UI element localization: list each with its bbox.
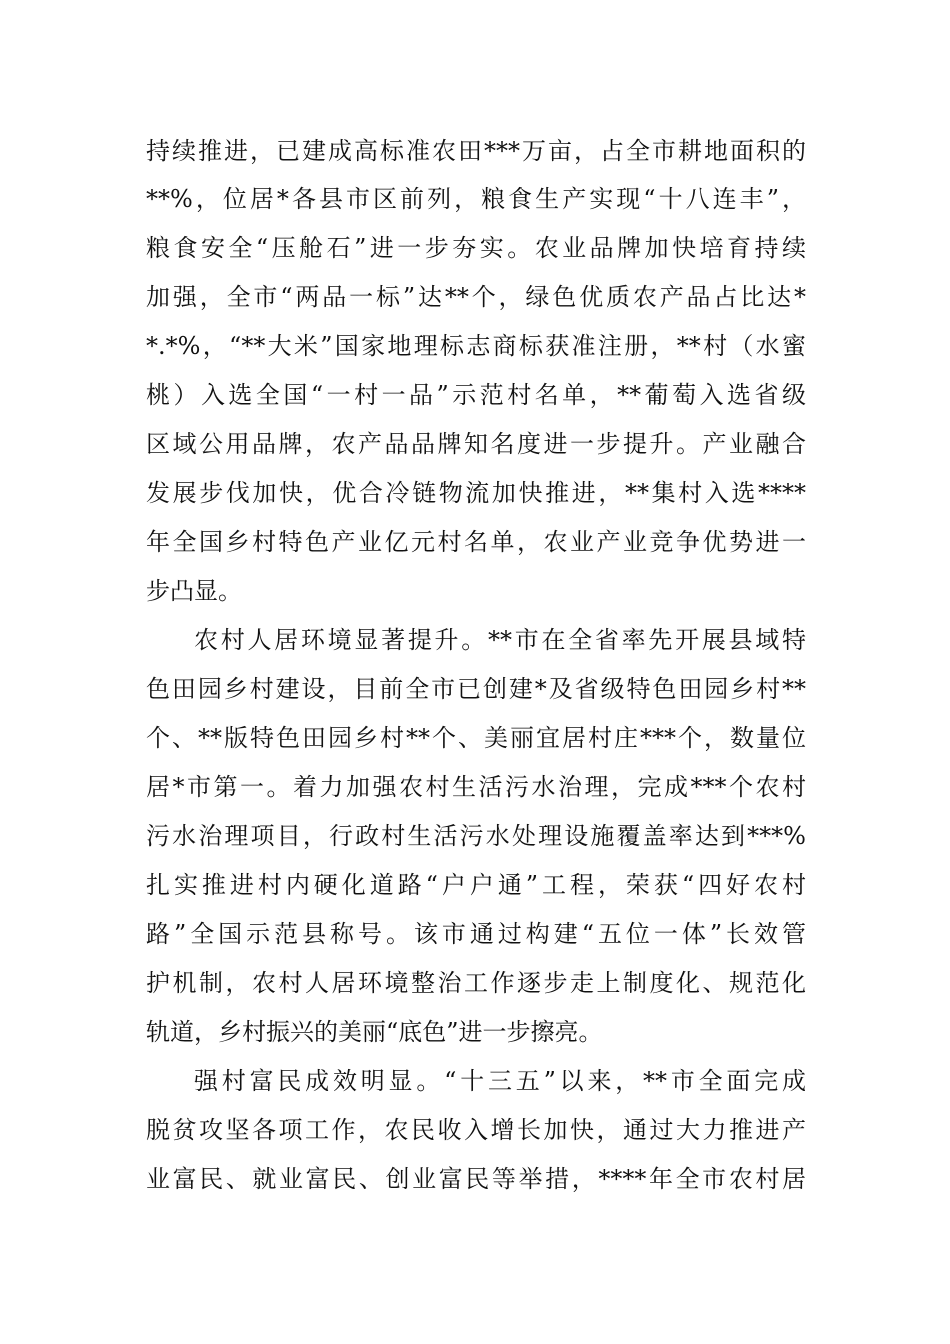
text-line: 色田园乡村建设，目前全市已创建*及省级特色田园乡村**: [146, 675, 806, 703]
text-line: 居*市第一。着力加强农村生活污水治理，完成***个农村: [146, 773, 806, 801]
text-line: 个、**版特色田园乡村**个、美丽宜居村庄***个，数量位: [146, 724, 806, 752]
text-line: 桃）入选全国“一村一品”示范村名单，**葡萄入选省级: [146, 381, 806, 409]
paragraph-start-line: 强村富民成效明显。“十三五”以来，**市全面完成: [194, 1067, 806, 1095]
text-line: 粮食安全“压舱石”进一步夯实。农业品牌加快培育持续: [146, 234, 806, 262]
text-line: 扎实推进村内硬化道路“户户通”工程，荣获“四好农村: [146, 871, 806, 899]
text-line: 路”全国示范县称号。该市通过构建“五位一体”长效管: [146, 920, 806, 948]
text-line: 发展步伐加快，优合冷链物流加快推进，**集村入选****: [146, 479, 806, 507]
text-line: 区域公用品牌，农产品品牌知名度进一步提升。产业融合: [146, 430, 806, 458]
text-line: 污水治理项目，行政村生活污水处理设施覆盖率达到***%: [146, 822, 806, 850]
paragraph-start-line: 农村人居环境显著提升。**市在全省率先开展县域特: [194, 626, 806, 654]
text-line: 脱贫攻坚各项工作，农民收入增长加快，通过大力推进产: [146, 1116, 806, 1144]
text-line: 年全国乡村特色产业亿元村名单，农业产业竞争优势进一: [146, 528, 806, 556]
text-line: 业富民、就业富民、创业富民等举措，****年全市农村居: [146, 1165, 806, 1193]
text-line: 加强，全市“两品一标”达**个，绿色优质农产品占比达*: [146, 283, 806, 311]
text-line: 持续推进，已建成高标准农田***万亩，占全市耕地面积的: [146, 137, 806, 165]
text-line: 护机制，农村人居环境整治工作逐步走上制度化、规范化: [146, 969, 806, 997]
paragraph-end-line: 轨道，乡村振兴的美丽“底色”进一步擦亮。: [146, 1018, 603, 1046]
text-line: **%，位居*各县市区前列，粮食生产实现“十八连丰”，: [146, 185, 806, 213]
paragraph-end-line: 步凸显。: [146, 577, 242, 605]
text-line: *.*%，“**大米”国家地理标志商标获准注册，**村（水蜜: [146, 332, 806, 360]
